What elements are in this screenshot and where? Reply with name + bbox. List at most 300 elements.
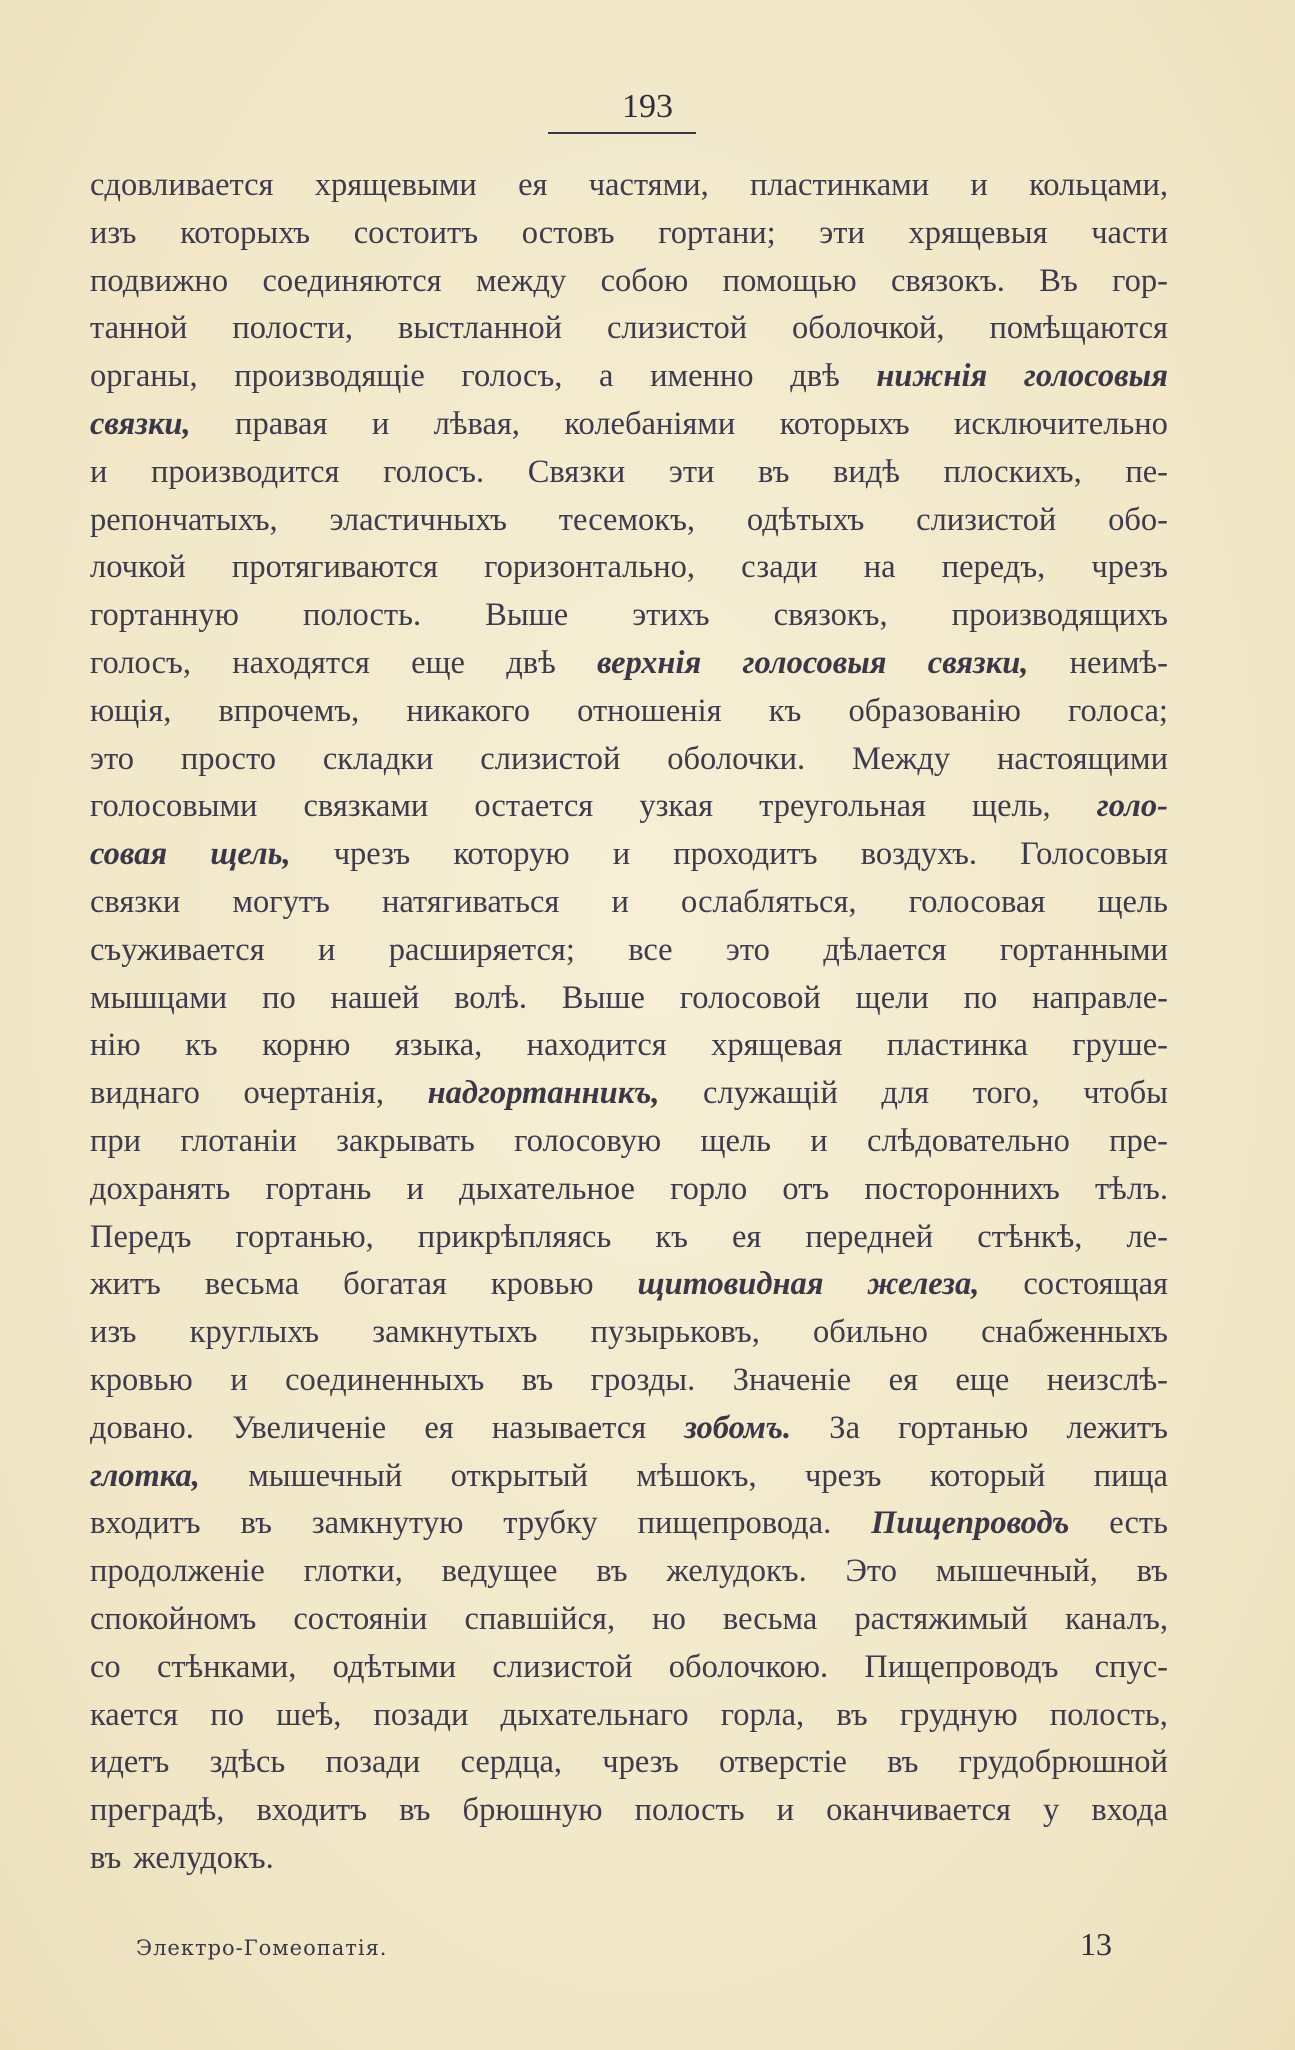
word: натягиваться	[382, 883, 560, 920]
word: полость,	[1049, 1696, 1168, 1733]
word: находится	[526, 1027, 667, 1064]
text-line	[90, 1405, 1168, 1453]
word: въ	[399, 1792, 431, 1829]
word: между	[475, 262, 567, 299]
word: передъ,	[941, 549, 1046, 586]
word: Въ	[1039, 262, 1078, 299]
text-line	[90, 640, 1168, 688]
text-line	[90, 1166, 1168, 1214]
text-line	[90, 1739, 1168, 1787]
text-line	[90, 975, 1168, 1023]
word: спавшійся,	[464, 1600, 616, 1637]
word: гортань	[265, 1170, 372, 1207]
text-line	[90, 1835, 1168, 1883]
word: и	[406, 1170, 424, 1207]
word: подвижно	[90, 262, 229, 299]
word: хрящевыми	[314, 167, 477, 203]
word: растяжимый	[854, 1600, 1028, 1637]
word: двѣ	[506, 644, 556, 681]
word: голосовой	[679, 979, 821, 1016]
word: голосовая	[908, 883, 1046, 920]
word: языка,	[394, 1027, 483, 1064]
header-rule	[548, 132, 696, 134]
word: мышечный,	[935, 1553, 1098, 1590]
word: это	[725, 931, 770, 968]
word: очертанія,	[243, 1075, 384, 1112]
text-line	[90, 1644, 1168, 1692]
word: настоящими	[997, 740, 1168, 777]
word: ея	[424, 1409, 454, 1446]
word: Передъ	[90, 1218, 192, 1255]
word: по	[963, 979, 998, 1016]
word: закрывать	[336, 1122, 475, 1159]
word: обильно	[813, 1314, 928, 1351]
word: слизистой	[606, 310, 748, 347]
word: житъ	[90, 1266, 161, 1303]
word: есть	[1109, 1505, 1168, 1542]
word: тесемокъ,	[558, 501, 696, 538]
footer-title: Электро-Гомеопатія.	[136, 1936, 388, 1960]
word: голоса;	[1068, 692, 1168, 729]
word: слизистой	[916, 501, 1057, 538]
word: эти	[819, 214, 865, 251]
text-line	[90, 831, 1168, 879]
word: остается	[474, 788, 594, 825]
text-line	[90, 449, 1168, 497]
word: и	[970, 167, 988, 203]
word: голосъ,	[461, 358, 563, 395]
word: отъ	[782, 1170, 830, 1207]
word: служащій	[703, 1075, 838, 1112]
word: грозды.	[590, 1361, 696, 1398]
word: это	[90, 740, 134, 777]
word: производящіе	[234, 358, 425, 395]
emphasized-word: железа,	[867, 1266, 980, 1303]
text-line	[90, 353, 1168, 401]
emphasized-word: зобомъ.	[684, 1409, 792, 1446]
text-line	[90, 1309, 1168, 1357]
word: чрезъ	[333, 836, 411, 873]
text-line	[90, 879, 1168, 927]
word: лочкой	[90, 549, 186, 586]
word: богатая	[343, 1266, 447, 1303]
word: все	[628, 931, 673, 968]
word: слѣдовательно	[866, 1122, 1070, 1159]
emphasized-word: связки,	[90, 405, 191, 442]
word: виднаго	[90, 1075, 200, 1112]
word: чрезъ	[804, 1457, 882, 1494]
word: щель	[1097, 883, 1168, 920]
word: брюшную	[462, 1792, 603, 1829]
word: Увеличеніе	[232, 1409, 387, 1446]
text-line	[90, 1118, 1168, 1166]
word: направле-	[1032, 979, 1168, 1016]
word: груше-	[1072, 1027, 1168, 1064]
word: изъ	[90, 1314, 137, 1351]
word: спокойномъ	[90, 1600, 257, 1637]
word: и	[776, 1792, 795, 1829]
word: проходитъ	[673, 836, 818, 873]
word: слизистой	[480, 740, 621, 777]
text-line	[90, 783, 1168, 831]
word: корню	[262, 1027, 351, 1064]
word: волѣ.	[454, 979, 528, 1016]
word: Связки	[527, 453, 626, 490]
word: грудобрюшной	[958, 1744, 1168, 1781]
text-line	[90, 1022, 1168, 1070]
word: снабженныхъ	[981, 1314, 1168, 1351]
word: пластинка	[886, 1027, 1028, 1064]
word: гор-	[1112, 262, 1168, 299]
text-line	[90, 305, 1168, 353]
word: постороннихъ	[864, 1170, 1060, 1207]
word: горла,	[720, 1696, 805, 1733]
word: стѣнкѣ,	[977, 1218, 1083, 1255]
word: отношенія	[577, 692, 722, 729]
word: стѣнками,	[156, 1648, 297, 1685]
word: пе-	[1125, 453, 1168, 490]
word: каналъ,	[1064, 1600, 1168, 1637]
text-line	[90, 1453, 1168, 1501]
word: сдовливается	[90, 167, 274, 203]
word: того,	[972, 1075, 1040, 1112]
word: оболочки.	[667, 740, 806, 777]
word: позади	[325, 1744, 421, 1781]
word: кровью	[490, 1266, 594, 1303]
word: ведущее	[441, 1553, 558, 1590]
word: мышцами	[90, 979, 228, 1016]
word: мѣшокъ,	[636, 1457, 757, 1494]
word: ея	[518, 167, 548, 203]
word: могутъ	[232, 883, 330, 920]
word: Выше	[485, 597, 569, 634]
word: узкая	[639, 788, 714, 825]
word: по	[210, 1696, 244, 1733]
word: нашей	[330, 979, 420, 1016]
emphasized-word: нижнія	[876, 358, 988, 395]
word: кается	[90, 1696, 179, 1733]
word: весьма	[204, 1266, 300, 1303]
word: открытый	[450, 1457, 588, 1494]
word: глотки,	[303, 1553, 403, 1590]
word: къ	[655, 1218, 688, 1255]
emphasized-word: голо-	[1096, 788, 1168, 825]
emphasized-word: связки,	[927, 644, 1029, 681]
word: слизистой	[492, 1648, 633, 1685]
word: эластичныхъ	[329, 501, 507, 538]
word: а	[599, 358, 614, 395]
text-line	[90, 927, 1168, 975]
emphasized-word: надгортанникъ,	[427, 1075, 660, 1112]
text-line	[90, 1070, 1168, 1118]
word: состояніи	[293, 1600, 428, 1637]
word: гортанью,	[235, 1218, 374, 1255]
page-number: 193	[622, 88, 673, 125]
word: но	[652, 1600, 686, 1637]
word: сердца,	[460, 1744, 563, 1781]
word: въ	[758, 453, 790, 490]
word: гортанью	[898, 1409, 1029, 1446]
word: отверстіе	[718, 1744, 847, 1781]
word: производящихъ	[951, 597, 1168, 634]
word: частями,	[588, 167, 709, 203]
word: сзади	[741, 549, 818, 586]
emphasized-word: глотка,	[90, 1457, 200, 1494]
word: треугольная	[759, 788, 926, 825]
text-line	[90, 736, 1168, 784]
word: этихъ	[632, 597, 710, 634]
text-line	[90, 210, 1168, 258]
word: Между	[852, 740, 951, 777]
word: называется	[491, 1409, 647, 1446]
word: полость	[634, 1792, 745, 1829]
text-line	[90, 1214, 1168, 1262]
word: голосъ,	[90, 644, 191, 681]
word: производится	[151, 453, 340, 490]
word: связокъ.	[891, 262, 1005, 299]
word: грудную	[899, 1696, 1018, 1733]
word: къ	[185, 1027, 218, 1064]
word: состоящая	[1023, 1266, 1168, 1303]
word: дыхательнаго	[500, 1696, 689, 1733]
word: и	[612, 836, 631, 873]
word: ослабляться,	[681, 883, 857, 920]
emphasized-word: верхнія	[597, 644, 702, 681]
word: на	[863, 549, 896, 586]
word: и	[230, 1361, 248, 1398]
word: чтобы	[1083, 1075, 1168, 1112]
word: чрезъ	[602, 1744, 679, 1781]
text-line	[90, 258, 1168, 306]
text-line	[90, 592, 1168, 640]
word: шеѣ,	[276, 1696, 342, 1733]
word: органы,	[90, 358, 198, 395]
word: именно	[650, 358, 754, 395]
word: въ	[596, 1553, 628, 1590]
word: Это	[845, 1553, 897, 1590]
word: помѣщаются	[989, 310, 1168, 347]
word: дыхательное	[459, 1170, 635, 1207]
word: пища	[1093, 1457, 1168, 1494]
word: и	[317, 931, 336, 968]
emphasized-word: голосовыя	[1023, 358, 1168, 395]
word: протягиваются	[231, 549, 438, 586]
word: оканчивается	[826, 1792, 1011, 1829]
word: пластинками	[749, 167, 930, 203]
text-line	[90, 497, 1168, 545]
word: впрочемъ,	[218, 692, 360, 729]
word: еще	[411, 644, 465, 681]
word: выстланной	[397, 310, 563, 347]
word: ле-	[1126, 1218, 1168, 1255]
word: чрезъ	[1091, 549, 1168, 586]
word: продолженіе	[90, 1553, 265, 1590]
word: и	[90, 453, 108, 490]
word: неизслѣ-	[1046, 1361, 1168, 1398]
text-line	[90, 401, 1168, 449]
word: который	[929, 1457, 1046, 1494]
word: пузырьковъ,	[590, 1314, 760, 1351]
word: входа	[1091, 1792, 1168, 1829]
emphasized-word: совая	[90, 836, 168, 873]
word: складки	[322, 740, 434, 777]
word: въ	[836, 1696, 868, 1733]
word: которыхъ	[180, 214, 311, 251]
word: кольцами,	[1029, 167, 1168, 203]
word: расширяется;	[388, 931, 575, 968]
text-line	[90, 688, 1168, 736]
word: спус-	[1094, 1648, 1168, 1685]
word: гортанными	[999, 931, 1168, 968]
word: прикрѣпляясь	[417, 1218, 612, 1255]
word: передней	[805, 1218, 934, 1255]
word: хрящевая	[711, 1027, 843, 1064]
word: лѣвая,	[433, 405, 520, 442]
word: здѣсь	[209, 1744, 286, 1781]
text-line	[90, 1787, 1168, 1835]
word: голосовую	[514, 1122, 662, 1159]
word: по	[262, 979, 296, 1016]
word: Пищепроводъ	[864, 1648, 1059, 1685]
word: ющія,	[90, 692, 172, 729]
word: помощью	[722, 262, 857, 299]
word: двѣ	[790, 358, 840, 395]
word: тѣлъ.	[1094, 1170, 1168, 1207]
word: полость.	[303, 597, 422, 634]
word: для	[881, 1075, 930, 1112]
word: и	[611, 883, 629, 920]
word: Выше	[561, 979, 645, 1016]
text-line	[90, 1596, 1168, 1644]
word: входитъ	[256, 1792, 368, 1829]
word: связками	[303, 788, 429, 825]
word: при	[90, 1122, 142, 1159]
text-line	[90, 1357, 1168, 1405]
word: гортани;	[658, 214, 776, 251]
word: ея	[888, 1361, 918, 1398]
word: въ	[240, 1505, 272, 1542]
word: эти	[668, 453, 715, 490]
word: связки	[90, 883, 181, 920]
word: видѣ	[832, 453, 900, 490]
word: идетъ	[90, 1744, 170, 1781]
text-line	[90, 544, 1168, 592]
word: обо-	[1108, 501, 1168, 538]
word: собою	[600, 262, 689, 299]
word: Голосовыя	[1020, 836, 1168, 873]
word: части	[1091, 214, 1168, 251]
word: съуживается	[90, 931, 265, 968]
word: одѣтыми	[332, 1648, 457, 1685]
word: никакого	[406, 692, 531, 729]
word: желудокъ.	[133, 1839, 274, 1876]
word: преградѣ,	[90, 1792, 225, 1829]
word: довано.	[90, 1409, 194, 1446]
body-text	[90, 162, 1168, 1883]
word: трубку	[503, 1505, 598, 1542]
word: у	[1043, 1792, 1060, 1829]
word: къ	[768, 692, 802, 729]
word: щель,	[972, 788, 1051, 825]
text-line	[90, 1261, 1168, 1309]
word: пре-	[1109, 1122, 1168, 1159]
word: остовъ	[521, 214, 615, 251]
word: въ	[1136, 1553, 1168, 1590]
word: состоитъ	[353, 214, 479, 251]
emphasized-word: голосовыя	[742, 644, 887, 681]
word: которую	[453, 836, 570, 873]
word: исключительно	[954, 405, 1168, 442]
word: репончатыхъ,	[90, 501, 278, 538]
word: еще	[955, 1361, 1010, 1398]
word: горизонтально,	[484, 549, 695, 586]
word: За	[829, 1409, 860, 1446]
word: соединяются	[262, 262, 442, 299]
word: въ	[887, 1744, 919, 1781]
word: оболочкой,	[792, 310, 945, 347]
word: щель	[700, 1122, 771, 1159]
word: колебаніями	[564, 405, 736, 442]
word: и	[371, 405, 390, 442]
word: замкнутыхъ	[372, 1314, 538, 1351]
emphasized-word: щель,	[210, 836, 291, 873]
word: голосовыми	[90, 788, 258, 825]
word: щели	[855, 979, 929, 1016]
word: танной	[90, 310, 188, 347]
word: дѣлается	[823, 931, 947, 968]
word: кровью	[90, 1361, 193, 1398]
text-line	[90, 1548, 1168, 1596]
word: которыхъ	[779, 405, 910, 442]
word: образованію	[848, 692, 1021, 729]
word: просто	[180, 740, 276, 777]
word: одѣтыхъ	[746, 501, 865, 538]
word: въ	[90, 1839, 122, 1876]
word: голосъ.	[383, 453, 485, 490]
word: полости,	[232, 310, 354, 347]
word: входитъ	[90, 1505, 201, 1542]
text-line	[90, 1500, 1168, 1548]
word: желудокъ.	[666, 1553, 807, 1590]
word: позади	[373, 1696, 469, 1733]
word: оболочкою.	[668, 1648, 829, 1685]
word: со	[90, 1648, 121, 1685]
word: находятся	[232, 644, 370, 681]
emphasized-word: Пищепроводъ	[871, 1505, 1070, 1542]
word: глотаніи	[180, 1122, 297, 1159]
text-line	[90, 1692, 1168, 1740]
word: гортанную	[90, 597, 239, 634]
word: воздухъ.	[860, 836, 978, 873]
word: замкнутую	[311, 1505, 464, 1542]
word: хрящевыя	[908, 214, 1048, 251]
word: неимѣ-	[1069, 644, 1168, 681]
word: дохранять	[90, 1170, 231, 1207]
text-line	[90, 162, 1168, 210]
word: правая	[235, 405, 328, 442]
word: лежитъ	[1066, 1409, 1168, 1446]
word: и	[810, 1122, 828, 1159]
word: ея	[731, 1218, 762, 1255]
word: пищепровода.	[637, 1505, 832, 1542]
word: изъ	[90, 214, 137, 251]
word: мышечный	[248, 1457, 403, 1494]
emphasized-word: щитовидная	[637, 1266, 824, 1303]
word: Значеніе	[732, 1361, 852, 1398]
word: связокъ,	[773, 597, 888, 634]
word: нію	[90, 1027, 141, 1064]
word: въ	[521, 1361, 554, 1398]
